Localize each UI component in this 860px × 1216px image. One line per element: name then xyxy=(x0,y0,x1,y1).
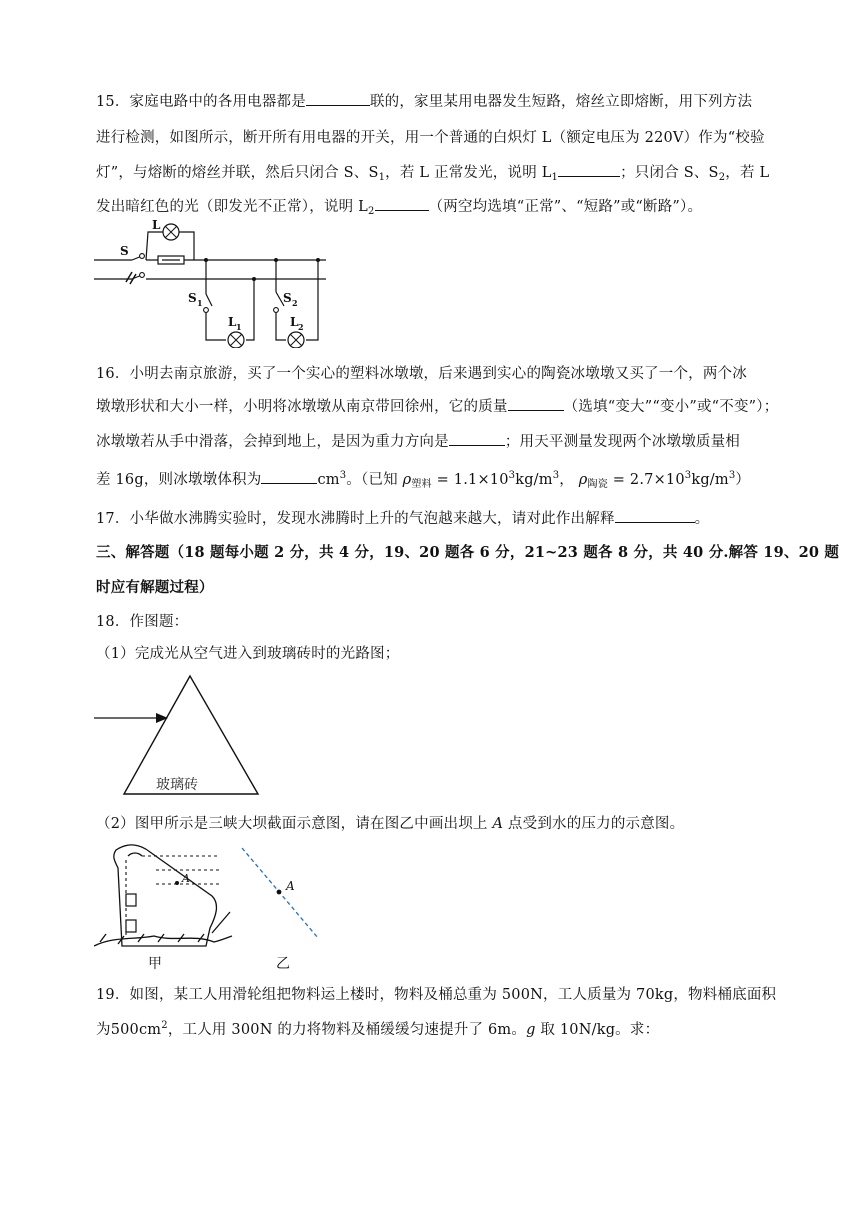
answer-blank[interactable] xyxy=(375,196,429,211)
label-yi: 乙 xyxy=(276,956,290,972)
answer-blank[interactable] xyxy=(558,162,620,177)
label-l2: L xyxy=(290,315,299,329)
svg-text:A: A xyxy=(182,872,190,885)
lamp-icon xyxy=(288,332,304,348)
q17: 17．小华做水沸腾实验时，发现水沸腾时上升的气泡越来越大，请对此作出解释 。 xyxy=(96,507,709,528)
q16-line4: 差 16g，则冰墩墩体积为 $cm^3$。（已知 $\rho_{塑料} = 1.1\times 10^3kg/m^3$， $\rho_{陶瓷} = 2.7\times 10^3kg/m^3$） xyxy=(96,470,751,490)
q15-line4: 发出暗红色的光（即发光不正常），说明 $L_2$ （两空均选填“正常”、“短路”或“断路”）。 xyxy=(96,195,702,217)
svg-text:2: 2 xyxy=(292,298,298,308)
q15-line2: 进行检测，如图所示，断开所有用电器的开关，用一个普通的白炽灯 L（额定电压为 220V）作为“校验 xyxy=(96,130,765,146)
label-s: S xyxy=(120,244,129,258)
lamp-icon xyxy=(228,332,244,348)
label-l: L xyxy=(152,218,161,232)
svg-text:1: 1 xyxy=(197,298,203,308)
q16-line2: 墩墩形状和大小一样，小明将冰墩墩从南京带回徐州，它的质量 （选填“变大”“变小”或“不变”）； xyxy=(96,395,778,416)
svg-text:A: A xyxy=(286,879,295,893)
glass-prism-figure xyxy=(94,668,270,800)
lamp-icon xyxy=(163,224,179,240)
label-jia: 甲 xyxy=(148,956,162,972)
glass-label: 玻璃砖 xyxy=(156,777,198,793)
section-heading: 三、解答题（18 题每小题 2 分，共 4 分，19、20 题各 6 分，21~23 题各 8 分，共 40 分.解答 19、20 题 xyxy=(96,544,840,561)
answer-blank[interactable] xyxy=(306,91,370,106)
q15-line3: 灯”，与熔断的熔丝并联，然后只闭合 S、$S_1$，若 L 正常发光，说明 $L_1$ ；只闭合 S、$S_2$，若 L xyxy=(96,161,769,183)
arrow-icon xyxy=(156,713,168,723)
q18-title: 18．作图题： xyxy=(96,614,189,630)
q18-part1: （1）完成光从空气进入到玻璃砖时的光路图； xyxy=(96,646,400,662)
q16-line3: 冰墩墩若从手中滑落，会掉到地上，是因为重力方向是 ；用天平测量发现两个冰墩墩质量相 xyxy=(96,430,740,451)
answer-blank[interactable] xyxy=(261,469,317,484)
svg-text:1: 1 xyxy=(236,322,242,332)
answer-blank[interactable] xyxy=(615,508,695,523)
dam-figure xyxy=(94,838,334,974)
answer-blank[interactable] xyxy=(508,396,564,411)
q19-line1: 19．如图，某工人用滑轮组把物料运上楼时，物料及桶总重为 500N，工人质量为 70kg，物料桶底面积 xyxy=(96,987,777,1003)
q18-part2: （2）图甲所示是三峡大坝截面示意图，请在图乙中画出坝上 A 点受到水的压力的示意图。 xyxy=(96,816,685,832)
label-s1: S xyxy=(188,291,197,305)
answer-blank[interactable] xyxy=(449,431,505,446)
section-heading-cont: 时应有解题过程） xyxy=(96,579,214,596)
label-s2: S xyxy=(283,291,292,305)
q19-line2: 为$500cm^2$，工人用 300N 的力将物料及桶缓缓匀速提升了 6m。g 取 10N/kg。求： xyxy=(96,1020,660,1038)
q16-line1: 16．小明去南京旅游，买了一个实心的塑料冰墩墩，后来遇到实心的陶瓷冰墩墩又买了一个，两个冰 xyxy=(96,366,747,382)
svg-text:2: 2 xyxy=(298,322,304,332)
circuit-diagram xyxy=(94,216,334,348)
q15-line1: 15．家庭电路中的各用电器都是 联的，家里某用电器发生短路，熔丝立即熔断，用下列方法 xyxy=(96,90,752,111)
label-l1: L xyxy=(228,315,237,329)
